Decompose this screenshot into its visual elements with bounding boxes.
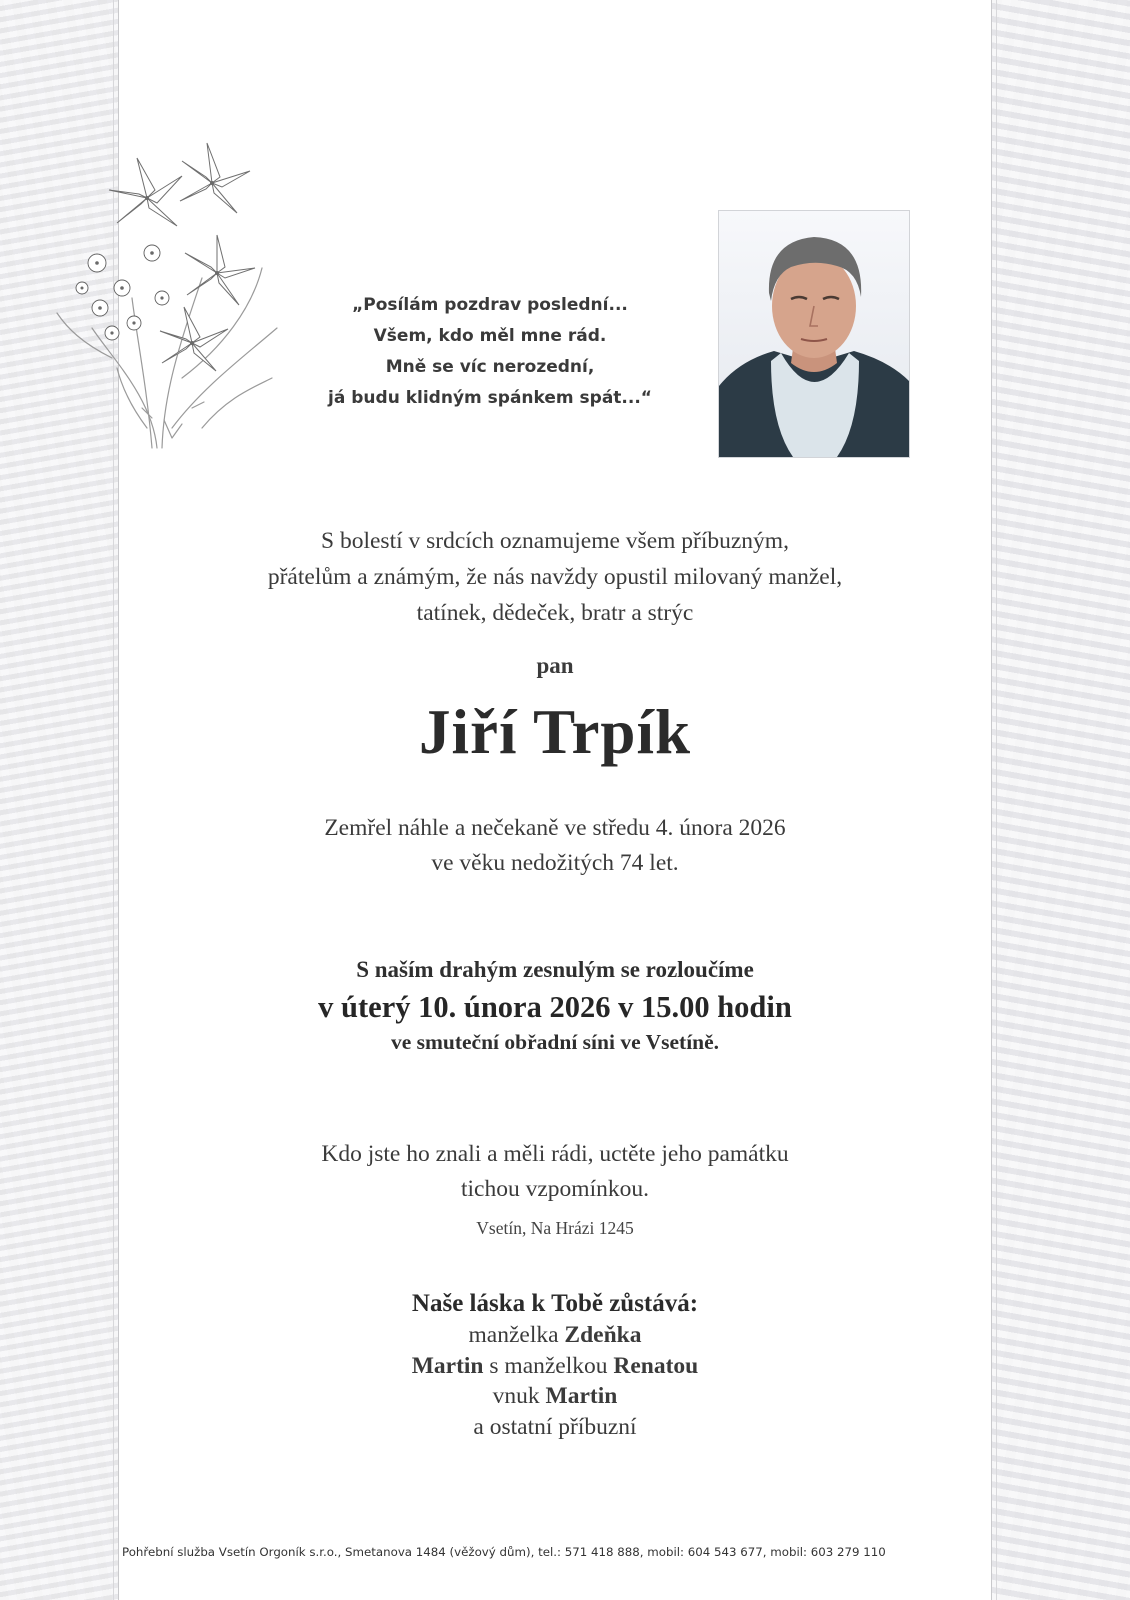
poem-line: „Posílám pozdrav poslední... <box>352 295 628 315</box>
death-details <box>118 811 992 881</box>
mourner-name: Martin <box>545 1383 618 1409</box>
mourner-relation: manželka <box>468 1322 559 1348</box>
mourners-title: Naše láska k Tobě zůstává: <box>411 1290 699 1317</box>
mourner-name: Zdeňka <box>564 1322 642 1348</box>
mourner-grandson <box>118 1381 992 1412</box>
remembrance-text <box>118 1137 992 1207</box>
mourner-name: Martin <box>411 1352 484 1379</box>
death-line: ve věku nedožitých 74 let. <box>431 850 679 876</box>
mourner-son <box>118 1351 992 1382</box>
right-paper-margin <box>992 0 1130 1600</box>
poem-line: Mně se víc nerozední, <box>385 357 595 377</box>
death-line: Zemřel náhle a nečekaně ve středu 4. února 2026 <box>324 815 786 841</box>
lily-flowers-illustration <box>52 128 292 458</box>
deceased-name: Jiří Trpík <box>419 697 691 767</box>
mourner-relation: vnuk <box>492 1383 540 1409</box>
funeral-service-footer: Pohřební služba Vsetín Orgoník s.r.o., Smetanova 1484 (věžový dům), tel.: 571 418 888, mobil: 604 543 677, mobil: 603 279 110 <box>122 1545 886 1559</box>
announcement-line: přátelům a známým, že nás navždy opustil milovaný manžel, <box>267 564 843 590</box>
remembrance-line: Kdo jste ho znali a měli rádi, uctěte jeho památku <box>321 1141 789 1167</box>
funeral-date: v úterý 10. února 2026 v 15.00 hodin <box>318 990 792 1024</box>
funeral-intro: S naším drahým zesnulým se rozloučíme <box>356 957 754 982</box>
portrait-photo <box>718 210 910 458</box>
announcement-text <box>118 523 992 631</box>
mourner-relation: s manželkou <box>489 1352 608 1379</box>
honorific: pan <box>536 653 574 678</box>
mourner-name: Renatou <box>613 1352 699 1379</box>
poem-line: já budu klidným spánkem spát...“ <box>328 388 652 408</box>
announcement-line: tatínek, dědeček, bratr a strýc <box>416 600 694 626</box>
home-address: Vsetín, Na Hrázi 1245 <box>476 1218 634 1238</box>
right-border-line-outer <box>996 0 997 1600</box>
funeral-place: ve smuteční obřadní síni ve Vsetíně. <box>390 1030 720 1054</box>
poem-line: Všem, kdo měl mne rád. <box>373 326 607 346</box>
mourners-list <box>118 1320 992 1442</box>
remembrance-line: tichou vzpomínkou. <box>461 1176 649 1202</box>
mourner-others: a ostatní příbuzní <box>473 1413 637 1440</box>
poem <box>290 290 690 414</box>
announcement-line: S bolestí v srdcích oznamujeme všem příbuzným, <box>321 528 789 554</box>
mourner-wife <box>118 1320 992 1351</box>
